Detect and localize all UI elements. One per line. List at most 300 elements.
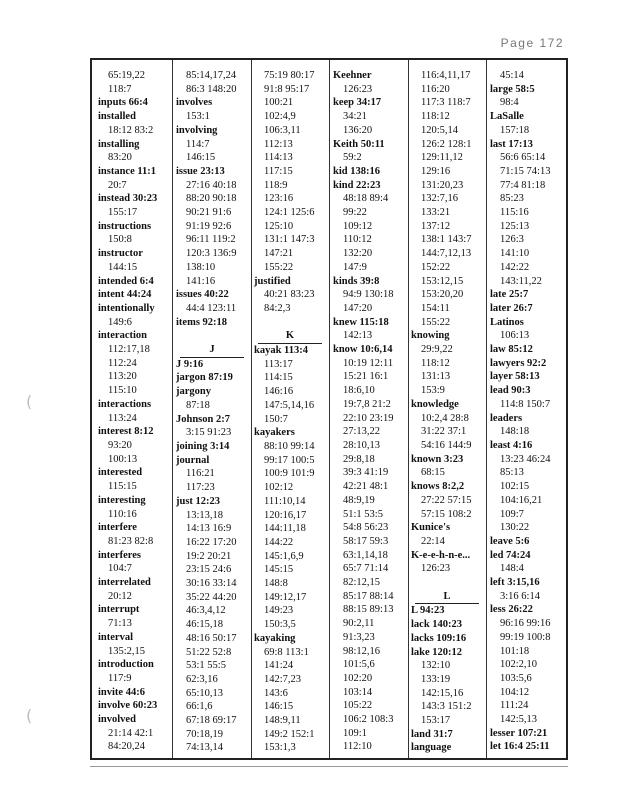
index-term: later 26:7 [490,302,533,314]
index-reference: 114:8 150:7 [500,398,551,410]
index-reference: 131:13 [421,371,451,383]
index-reference: 14:13 16:9 [186,523,232,535]
index-reference: 146:15 [186,152,216,164]
index-reference: 93:20 [108,439,132,451]
index-reference: 109:7 [500,508,524,520]
index-term: instance 11:1 [98,165,157,177]
index-reference: 100:13 [108,453,138,465]
index-term: kayaking [254,632,296,644]
index-term: intended 6:4 [98,275,154,287]
index-term: journal [176,454,210,466]
index-reference: 115:10 [108,385,137,397]
index-reference: 113:20 [108,371,137,383]
index-term: knowledge [411,398,459,410]
index-reference: 120:16,17 [264,509,307,521]
index-reference: 143:11,22 [500,275,542,287]
index-reference: 148:18 [500,426,530,438]
index-term: interrelated [98,577,151,589]
index-reference: 18:12 83:2 [108,124,154,136]
column-divider [172,60,173,758]
index-reference: 110:16 [108,508,137,520]
index-reference: 99:22 [343,207,367,219]
index-reference: 30:16 33:14 [186,578,237,590]
index-reference: 94:9 130:18 [343,289,394,301]
index-reference: 148:4 [500,563,524,575]
index-reference: 126:2 128:1 [421,138,472,150]
index-term: let 16:4 25:11 [490,741,550,753]
index-reference: 143:3 151:2 [421,701,472,713]
index-reference: 149:12,17 [264,591,307,603]
index-reference: 51:22 52:8 [186,646,232,658]
index-reference: 102:20 [343,672,373,684]
index-reference: 77:4 81:18 [500,179,546,191]
index-term: late 25:7 [490,289,529,301]
index-reference: 85:14,17,24 [186,70,237,81]
index-column-6 [490,69,564,754]
index-reference: 142:5,13 [500,714,538,726]
index-reference: 3:16 6:14 [500,590,540,602]
index-reference: 141:16 [186,275,216,287]
index-reference: 22:14 [421,535,445,547]
index-reference: 150:3,5 [264,619,296,631]
index-reference: 65:10,13 [186,687,224,699]
index-term: involve 60:23 [98,700,158,712]
index-column-1 [98,69,172,754]
index-reference: 90:2,11 [343,618,375,630]
index-reference: 27:16 40:18 [186,179,237,191]
index-term: J 9:16 [176,358,204,370]
index-reference: 114:7 [186,138,210,150]
index-reference: 98:4 [500,97,519,109]
index-reference: 109:1 [343,727,367,739]
index-reference: 133:21 [421,207,451,219]
index-reference: 31:22 37:1 [421,426,467,438]
index-reference: 153:1 [186,111,210,123]
page-number: Page 172 [500,36,564,50]
index-reference: 27:13,22 [343,426,381,438]
index-term: issues 40:22 [176,289,229,301]
index-term: items 92:18 [176,316,228,328]
index-term: Johnson 2:7 [176,413,230,425]
index-reference: 20:12 [108,590,132,602]
index-reference: 118:7 [108,83,132,95]
index-reference: 28:10,13 [343,439,381,451]
index-reference: 147:9 [343,261,367,273]
index-term: leave 5:6 [490,535,530,547]
index-reference: 23:15 24:6 [186,564,232,576]
index-reference: 145:1,6,9 [264,550,304,562]
index-reference: 141:24 [264,660,294,672]
index-term: kayak 113:4 [254,345,308,357]
index-term: installing [98,138,140,150]
index-reference: 132:7,16 [421,193,459,205]
index-term: kind 22:23 [333,179,381,191]
column-divider [486,60,487,758]
index-term: installed [98,111,136,123]
index-term: interferes [98,549,141,561]
index-term: last 17:13 [490,138,533,150]
index-reference: 131:1 147:3 [264,234,315,246]
index-reference: 130:22 [500,522,530,534]
index-reference: 91:8 95:17 [264,83,310,95]
index-reference: 126:23 [421,563,451,575]
index-reference: 147:20 [343,302,373,314]
section-letter: J [180,343,244,358]
index-reference: 116:21 [186,468,215,480]
index-reference: 147:21 [264,248,294,260]
index-reference: 125:13 [500,220,530,232]
index-term: knew 115:18 [333,316,389,328]
index-reference: 137:12 [421,220,451,232]
index-reference: 135:2,15 [108,645,146,657]
index-term: involved [98,714,136,726]
index-term: introduction [98,659,154,671]
index-reference: 153:17 [421,715,451,727]
index-term: less 26:22 [490,604,533,616]
index-reference: 96:11 119:2 [186,234,236,246]
scan-mark-left: ( [26,706,33,725]
index-term: involving [176,124,218,136]
index-reference: 16:22 17:20 [186,536,237,548]
index-term: lack 140:23 [411,619,463,631]
index-frame [90,58,568,760]
index-reference: 96:16 99:16 [500,618,551,630]
index-term: instructor [98,248,143,260]
index-reference: 150:7 [264,413,288,425]
index-reference: 63:1,14,18 [343,549,388,561]
index-reference: 69:8 113:1 [264,646,309,658]
index-reference: 85:23 [500,193,524,205]
index-reference: 103:14 [343,686,373,698]
index-reference: 142:22 [500,261,530,273]
index-reference: 22:10 23:19 [343,412,394,424]
index-term: large 58:5 [490,83,535,95]
index-reference: 84:20,24 [108,741,146,753]
index-term: Kunice's [411,522,451,534]
index-reference: 144:15 [108,261,138,273]
index-reference: 13:13,18 [186,509,224,521]
index-term: intentionally [98,302,155,314]
index-reference: 19:7,8 21:2 [343,398,391,410]
index-reference: 110:12 [343,234,372,246]
index-reference: 81:23 82:8 [108,535,154,547]
index-reference: 104:12 [500,686,530,698]
index-reference: 82:12,15 [343,577,381,589]
index-reference: 150:8 [108,234,132,246]
index-reference: 145:15 [264,564,294,576]
index-reference: 132:10 [421,660,451,672]
index-reference: 126:23 [343,83,373,95]
index-reference: 116:4,11,17 [421,70,471,81]
index-reference: 20:7 [108,179,127,191]
index-term: Keith 50:11 [333,138,385,150]
index-reference: 101:5,6 [343,659,375,671]
index-reference: 118:9 [264,179,288,191]
index-reference: 117:23 [186,482,215,494]
index-term: kid 138:16 [333,165,380,177]
index-reference: 153:1,3 [264,742,296,754]
index-reference: 42:21 48:1 [343,481,389,493]
footer-rule [90,766,568,767]
index-reference: 106:3,11 [264,124,301,136]
index-term: Keehner [333,70,372,81]
index-term: lesser 107:21 [490,727,548,739]
index-reference: 54:16 144:9 [421,439,472,451]
index-reference: 113:17 [264,358,293,370]
index-reference: 85:17 88:14 [343,590,394,602]
index-reference: 102:15 [500,481,530,493]
index-reference: 40:21 83:23 [264,289,315,301]
index-column-3 [254,69,328,755]
column-divider [251,60,252,758]
index-term: known 3:23 [411,453,464,465]
index-reference: 115:15 [108,481,137,493]
index-reference: 15:21 16:1 [343,371,389,383]
index-reference: 148:8 [264,578,288,590]
index-reference: 133:19 [421,673,451,685]
index-reference: 112:10 [343,741,372,753]
index-reference: 45:14 [500,70,524,81]
index-term: justified [254,275,291,287]
index-reference: 111:10,14 [264,495,306,507]
index-reference: 112:24 [108,357,137,369]
index-reference: 106:2 108:3 [343,714,394,726]
index-term: instructions [98,220,152,232]
index-reference: 105:22 [343,700,373,712]
index-reference: 46:15,18 [186,619,224,631]
index-reference: 48:9,19 [343,494,375,506]
index-reference: 153:20,20 [421,289,464,301]
index-reference: 85:13 [500,467,524,479]
index-reference: 88:20 90:18 [186,193,237,205]
column-divider [408,60,409,758]
index-term: leaders [490,412,523,424]
index-reference: 155:22 [264,261,294,273]
index-reference: 10:19 12:11 [343,357,394,369]
index-reference: 149:2 152:1 [264,728,315,740]
index-term: joining 3:14 [176,440,230,452]
index-reference: 111:24 [500,700,529,712]
index-reference: 104:7 [108,563,132,575]
index-term: layer 58:13 [490,371,540,383]
index-term: interesting [98,494,146,506]
index-term: issue 23:13 [176,165,225,177]
index-reference: 54:8 56:23 [343,522,389,534]
index-reference: 91:3,23 [343,631,375,643]
index-reference: 112:17,18 [108,344,150,356]
index-term: Latinos [490,316,524,328]
index-term: interval [98,631,133,643]
blank-line [176,329,250,343]
index-reference: 34:21 [343,111,367,123]
index-reference: 68:15 [421,467,445,479]
index-term: interrupt [98,604,140,616]
index-reference: 123:16 [264,193,294,205]
index-reference: 102:12 [264,482,294,494]
index-reference: 116:20 [421,83,450,95]
index-reference: 91:19 92:6 [186,220,232,232]
index-reference: 13:23 46:24 [500,453,551,465]
index-reference: 131:20,23 [421,179,464,191]
index-reference: 75:19 80:17 [264,70,315,81]
index-term: keep 34:17 [333,97,382,109]
index-term: knows 8:2,2 [411,481,465,493]
index-reference: 56:6 65:14 [500,152,546,164]
index-reference: 98:12,16 [343,645,381,657]
index-column-2 [176,69,250,755]
index-reference: 155:22 [421,316,451,328]
index-reference: 149:23 [264,605,294,617]
index-term: interaction [98,330,147,342]
index-reference: 147:5,14,16 [264,399,315,411]
index-term: interest 8:12 [98,426,154,438]
index-reference: 144:11,18 [264,523,306,535]
index-reference: 138:10 [186,261,216,273]
index-reference: 120:5,14 [421,124,459,136]
index-reference: 58:17 59:3 [343,535,389,547]
index-reference: 90:21 91:6 [186,207,232,219]
index-reference: 113:24 [108,412,137,424]
index-term: kinds 39:8 [333,275,380,287]
index-reference: 144:7,12,13 [421,248,472,260]
index-reference: 129:11,12 [421,152,463,164]
index-term: jargon 87:19 [176,372,233,384]
index-reference: 27:22 57:15 [421,494,472,506]
index-reference: 106:13 [500,330,530,342]
index-reference: 138:1 143:7 [421,234,472,246]
index-reference: 29:8,18 [343,453,375,465]
index-reference: 102:4,9 [264,111,296,123]
index-term: interfere [98,522,137,534]
index-reference: 112:13 [264,138,293,150]
index-term: least 4:16 [490,439,533,451]
scan-mark-left: ( [26,392,33,411]
index-reference: 118:12 [421,111,450,123]
index-reference: 148:9,11 [264,715,301,727]
index-term: land 31:7 [411,728,453,740]
index-reference: 87:18 [186,399,210,411]
index-term: law 85:12 [490,344,533,356]
index-reference: 155:17 [108,207,138,219]
index-reference: 102:2,10 [500,659,538,671]
index-reference: 86:3 148:20 [186,83,237,95]
index-term: involves [176,97,213,109]
index-reference: 70:18,19 [186,728,224,740]
index-reference: 152:22 [421,261,451,273]
index-term: LaSalle [490,111,524,123]
index-term: language [411,742,452,754]
index-reference: 18:6,10 [343,385,375,397]
index-term: L 94:23 [411,605,445,617]
index-term: just 12:23 [176,495,221,507]
index-reference: 88:10 99:14 [264,440,315,452]
index-reference: 120:3 136:9 [186,248,237,260]
index-term: lacks 109:16 [411,632,467,644]
section-letter: K [258,329,322,344]
index-reference: 57:15 108:2 [421,508,472,520]
index-reference: 115:16 [500,207,529,219]
index-reference: 109:12 [343,220,373,232]
index-reference: 66:1,6 [186,701,213,713]
index-reference: 29:9,22 [421,344,453,356]
index-term: lawyers 92:2 [490,357,547,369]
index-reference: 21:14 42:1 [108,727,154,739]
index-term: lead 90:3 [490,385,531,397]
index-reference: 39:3 41:19 [343,467,389,479]
index-term: knowing [411,330,450,342]
index-reference: 100:9 101:9 [264,468,315,480]
index-reference: 142:15,16 [421,687,464,699]
index-term: jargony [176,386,211,398]
index-reference: 118:12 [421,357,450,369]
index-reference: 132:20 [343,248,373,260]
index-reference: 88:15 89:13 [343,604,394,616]
index-reference: 51:1 53:5 [343,508,383,520]
index-reference: 53:1 55:5 [186,660,226,672]
index-reference: 143:6 [264,687,288,699]
index-reference: 46:3,4,12 [186,605,226,617]
index-reference: 126:3 [500,234,524,246]
index-reference: 153:12,15 [421,275,464,287]
index-reference: 19:2 20:21 [186,550,232,562]
index-reference: 65:19,22 [108,70,146,81]
index-reference: 124:1 125:6 [264,207,315,219]
index-reference: 10:2,4 28:8 [421,412,469,424]
index-term: led 74:24 [490,549,531,561]
index-term: intent 44:24 [98,289,152,301]
index-reference: 117:15 [264,165,293,177]
index-reference: 149:6 [108,316,132,328]
index-reference: 117:3 118:7 [421,97,471,109]
index-term: know 10:6,14 [333,344,393,356]
index-reference: 146:15 [264,701,294,713]
index-term: lake 120:12 [411,646,463,658]
index-reference: 142:7,23 [264,673,302,685]
index-reference: 154:11 [421,302,450,314]
index-term: kayakers [254,427,295,439]
index-reference: 99:17 100:5 [264,454,315,466]
index-reference: 129:16 [421,165,451,177]
index-reference: 83:20 [108,152,132,164]
column-divider [329,60,330,758]
index-reference: 114:15 [264,372,293,384]
index-reference: 157:18 [500,124,530,136]
index-reference: 144:22 [264,536,294,548]
index-reference: 101:18 [500,645,530,657]
index-reference: 65:7 71:14 [343,563,389,575]
index-reference: 67:18 69:17 [186,715,237,727]
index-reference: 44:4 123:11 [186,302,237,314]
index-reference: 99:19 100:8 [500,631,551,643]
index-reference: 146:16 [264,386,294,398]
index-reference: 117:9 [108,672,132,684]
index-term: instead 30:23 [98,193,158,205]
index-reference: 136:20 [343,124,373,136]
index-reference: 142:13 [343,330,373,342]
blank-line [254,316,328,330]
index-reference: 125:10 [264,220,294,232]
index-reference: 71:13 [108,618,132,630]
index-reference: 3:15 91:23 [186,427,232,439]
index-reference: 100:21 [264,97,294,109]
index-term: interactions [98,398,152,410]
index-term: interested [98,467,143,479]
index-column-5 [411,69,485,755]
index-reference: 141:10 [500,248,530,260]
index-reference: 153:9 [421,385,445,397]
index-term: left 3:15,16 [490,577,540,589]
index-reference: 114:13 [264,152,293,164]
